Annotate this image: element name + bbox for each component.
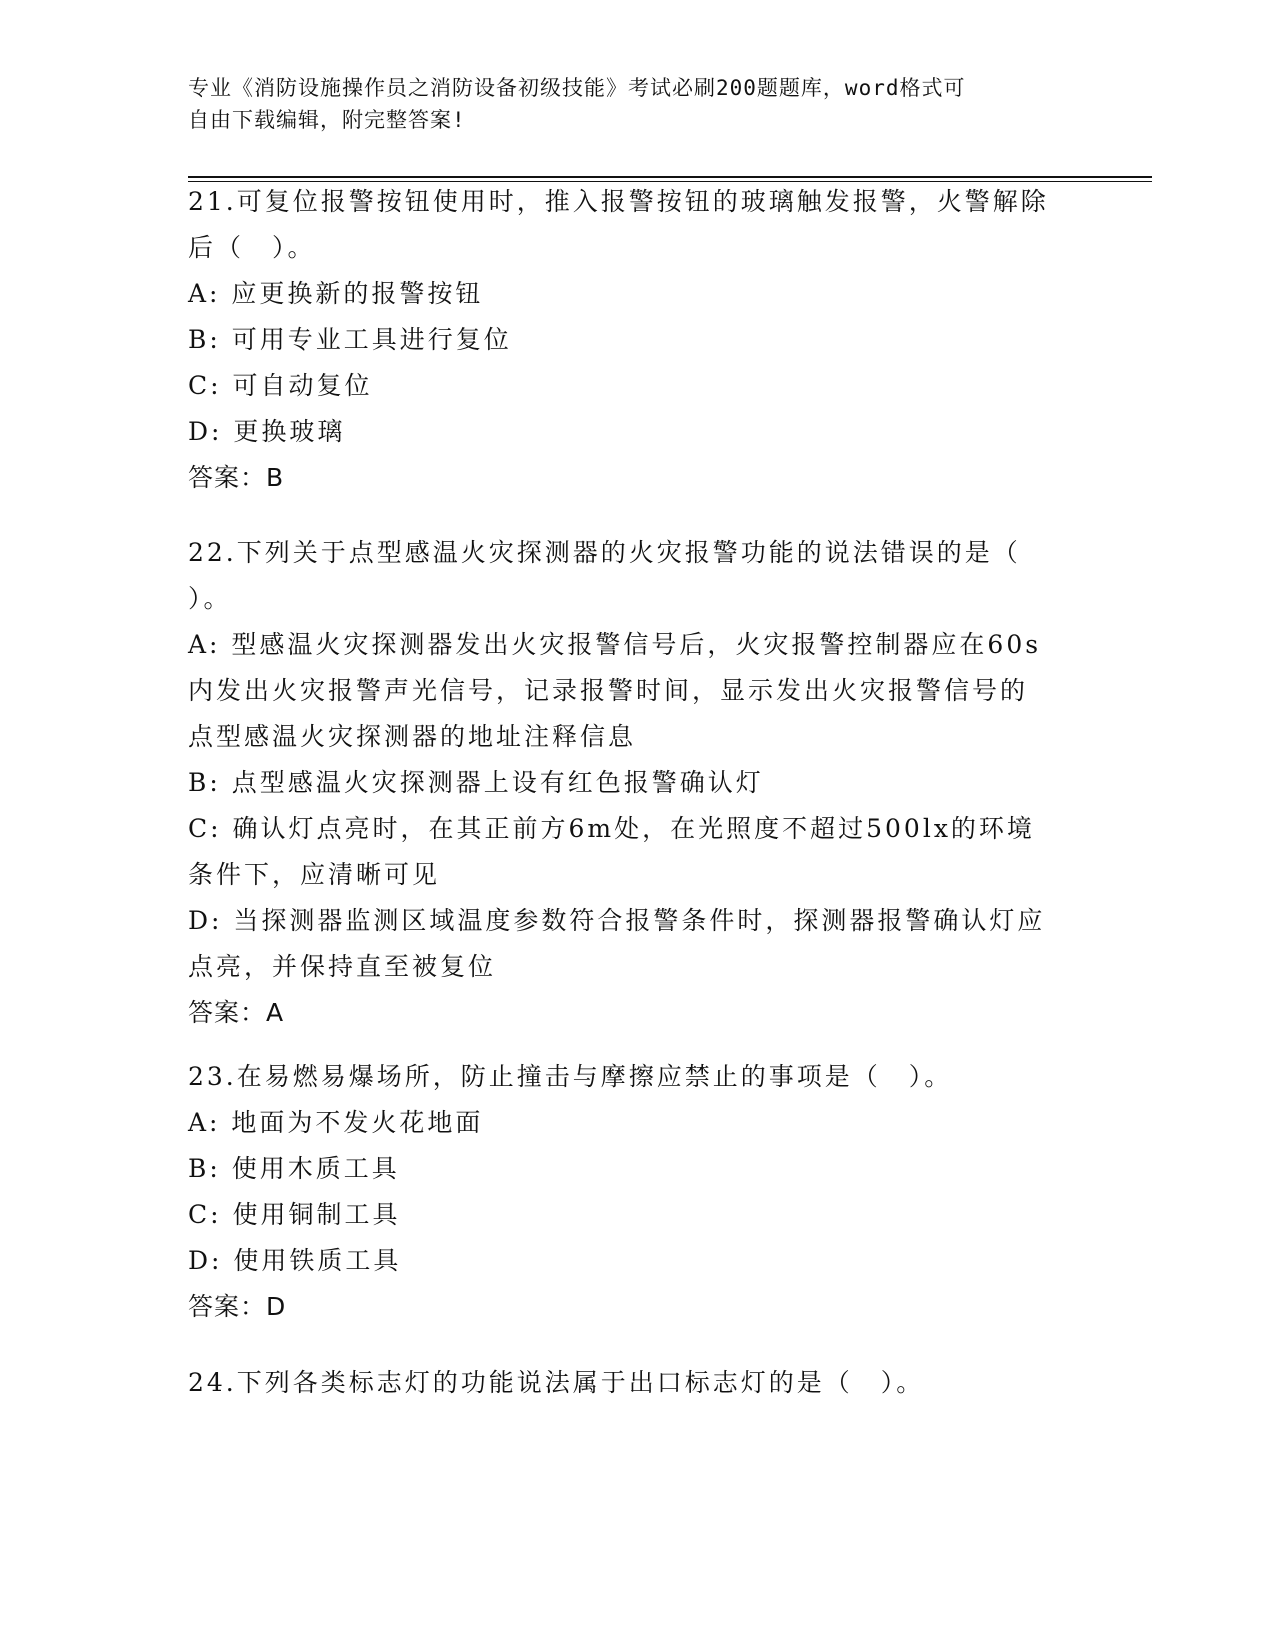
option-a: A: 型感温火灾探测器发出火灾报警信号后，火灾报警控制器应在60s [188, 630, 1042, 659]
question-21 [188, 179, 1088, 501]
option-a: A: 应更换新的报警按钮 [188, 279, 484, 308]
option-d: D: 当探测器监测区域温度参数符合报警条件时，探测器报警确认灯应 [188, 906, 1046, 935]
option-d: D: 使用铁质工具 [188, 1246, 402, 1275]
question-stem-line: 22.下列关于点型感温火灾探测器的火灾报警功能的说法错误的是（ [188, 538, 1021, 567]
option-c: C: 使用铜制工具 [188, 1200, 401, 1229]
answer-label: 答案：D [188, 1292, 287, 1321]
option-c: C: 可自动复位 [188, 371, 373, 400]
header-line-1: 专业《消防设施操作员之消防设备初级技能》考试必刷200题题库，word格式可 [188, 76, 966, 100]
option-c: C: 确认灯点亮时，在其正前方6m处，在光照度不超过500lx的环境 [188, 814, 1035, 843]
option-a-cont: 点型感温火灾探测器的地址注释信息 [188, 722, 637, 751]
option-d-cont: 点亮，并保持直至被复位 [188, 952, 497, 981]
question-23 [188, 1054, 1088, 1330]
option-a: A: 地面为不发火花地面 [188, 1108, 484, 1137]
question-stem-line: 21.可复位报警按钮使用时，推入报警按钮的玻璃触发报警，火警解除 [188, 187, 1049, 216]
question-stem-line: 后（ ）。 [188, 233, 316, 262]
question-22 [188, 530, 1088, 1036]
answer-label: 答案：A [188, 998, 285, 1027]
question-stem-line: 23.在易燃易爆场所，防止撞击与摩擦应禁止的事项是（ ）。 [188, 1062, 953, 1091]
option-b: B: 点型感温火灾探测器上设有红色报警确认灯 [188, 768, 764, 797]
option-a-cont: 内发出火灾报警声光信号，记录报警时间，显示发出火灾报警信号的 [188, 676, 1029, 705]
question-24 [188, 1360, 1088, 1406]
option-c-cont: 条件下，应清晰可见 [188, 860, 441, 889]
document-header [188, 72, 1068, 136]
header-divider-thick [188, 176, 1152, 178]
option-d: D: 更换玻璃 [188, 417, 346, 446]
question-stem-line: 24.下列各类标志灯的功能说法属于出口标志灯的是（ ）。 [188, 1368, 925, 1397]
answer-label: 答案：B [188, 463, 285, 492]
header-line-2: 自由下载编辑，附完整答案! [188, 108, 466, 132]
option-b: B: 使用木质工具 [188, 1154, 400, 1183]
question-stem-line: ）。 [188, 584, 232, 613]
option-b: B: 可用专业工具进行复位 [188, 325, 512, 354]
